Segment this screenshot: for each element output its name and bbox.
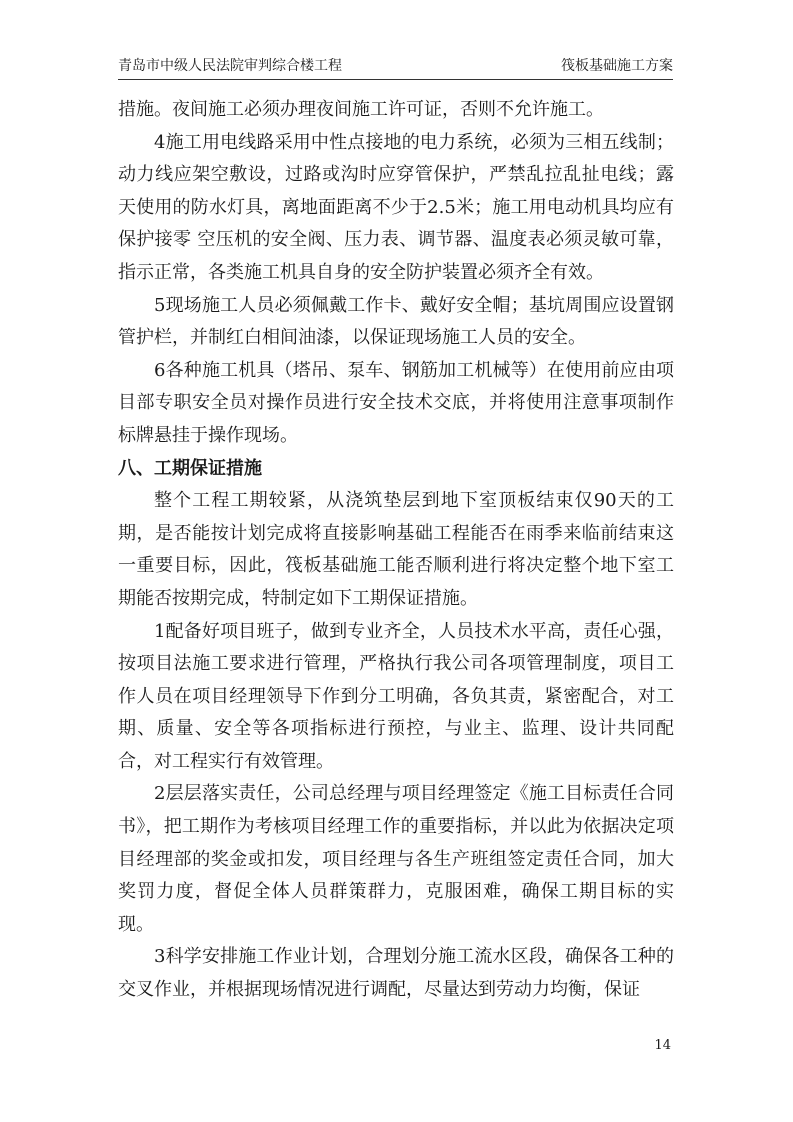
paragraph-measure-3: 3科学安排施工作业计划，合理划分施工流水区段，确保各工种的交叉作业，并根据现场情况进行调配，尽量达到劳动力均衡，保证 [118,946,674,1001]
document-body [118,94,674,1007]
page-number: 14 [654,1038,671,1053]
header-divider [118,79,673,80]
paragraph-item-6: 6各种施工机具（塔吊、泵车、钢筋加工机械等）在使用前应由项目部专职安全员对操作员进行安全技术交底，并将使用注意事项制作标牌悬挂于操作现场。 [118,359,674,446]
section-heading: 八、工期保证措施 [118,457,262,479]
paragraph-intro: 整个工程工期较紧，从浇筑垫层到地下室顶板结束仅90天的工期，是否能按计划完成将直接影响基础工程能否在雨季来临前结束这一重要目标，因此，筏板基础施工能否顺利进行将决定整个地下室工期能否按期完成，特制定如下工期保证措施。 [118,490,674,609]
paragraph-measure-1: 1配备好项目班子，做到专业齐全，人员技术水平高，责任心强，按项目法施工要求进行管理，严格执行我公司各项管理制度，项目工作人员在项目经理领导下作到分工明确，各负其责，紧密配合，对工期、质量、安全等各项指标进行预控，与业主、监理、设计共同配合，对工程实行有效管理。 [118,620,674,772]
page-header [118,54,673,78]
paragraph-measure-2: 2层层落实责任，公司总经理与项目经理签定《施工目标责任合同书》，把工期作为考核项目经理工作的重要指标，并以此为依据决定项目经理部的奖金或扣发，项目经理与各生产班组签定责任合同，加大奖罚力度，督促全体人员群策群力，克服困难，确保工期目标的实现。 [118,783,674,935]
paragraph-continuation: 措施。夜间施工必须办理夜间施工许可证，否则不允许施工。 [118,99,604,120]
paragraph-item-5: 5现场施工人员必须佩戴工作卡、戴好安全帽；基坑周围应设置钢管护栏，并制红白相间油漆，以保证现场施工人员的安全。 [118,294,674,349]
paragraph-item-4: 4施工用电线路采用中性点接地的电力系统，必须为三相五线制；动力线应架空敷设，过路或沟时应穿管保护，严禁乱拉乱扯电线；露天使用的防水灯具，离地面距离不少于2.5米；施工用电动机具均应有保护接零 空压机的安全阀、压力表、调节器、温度表必须灵敏可靠，指示正常，各类施工机具自身的安全防护装置必须齐全有效。 [118,131,674,283]
header-project-title: 青岛市中级人民法院审判综合楼工程 [118,58,342,74]
header-document-title: 筏板基础施工方案 [561,58,673,74]
